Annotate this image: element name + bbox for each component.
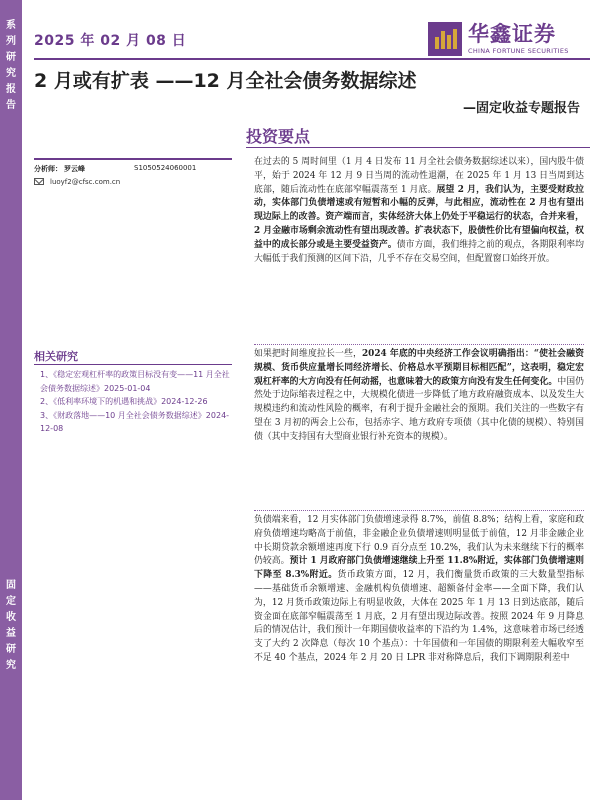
related-item[interactable]: 1、《稳定宏观杠杆率的政策目标没有变——11 月全社会债务数据综述》2025-01-04 — [40, 370, 230, 393]
related-divider — [34, 364, 232, 365]
analyst-cert-number: S1050524060001 — [134, 164, 197, 172]
report-date: 2025 年 02 月 08 日 — [34, 33, 187, 49]
related-item[interactable]: 3、《财政落地——10 月全社会债务数据综述》2024-12-08 — [40, 410, 230, 434]
paragraph-divider — [254, 510, 584, 511]
logo-mark-icon — [428, 22, 462, 56]
analyst-email[interactable]: luoyf2@cfsc.com.cn — [50, 178, 121, 186]
paragraph-2: 如果把时间维度拉长一些，2024 年底的中央经济工作会议明确指出：“使社会融资规模、货币供应量增长同经济增长、价格总水平预期目标相匹配”，这表明，稳定宏观杠杆率的大方向没有任何动摇，也意味着大的政策方向没有发生任何变化。中国仍然处于边际缩表过程之中，大规模化债进一步降低了地方政府融资成本、以及发生大规模违约和流动性风险的概率，有利于提升金融社会的预期。我们关注的一些数字有望在 3 月初的两会上公布，包括赤字、地方政府专项债（其中化债的规模）、特别国债（其中支持国有大型商业银行补充资本的规模）。 — [254, 349, 585, 442]
paragraph-3: 负债端来看，12 月实体部门负债增速录得 8.7%，前值 8.8%；结构上看，家庭和政府负债增速均略高于前值，非金融企业负债增速则明显低于前值，12 月非金融企业中长期贷款余额增速再度下行 0.9 百分点至 10.2%，我们认为未来继续下行的概率仍较高。预计 1 月政府部门负债增速继续上升至 11.8%附近，实体部门负债增速则下降至 8.3%附近。货币政策方面，12 月，我们衡量货币政策的三大数量型指标——基础货币余额增速、金融机构负债增速、超额备付金率——全面下降，我们认为，12 月货币政策边际上有明显收敛，大体在 2025 年 1 月 13 日到达底部，随后资金面在底部窄幅震荡至 1 月底，2 月有望出现边际改善。按照 2024 年 9 月降息后的情况估计，我们预计一年期国债收益率的下沿约为 1.4%，这意味着市场已经透支了大约 2 次降息（每次 10 个基点）：十年国债和一年国债的期限利差大幅收窄至不足 40 个基点，2024 年 2 月 20 日 LPR 非对称降息后，我们下调期限利差中 — [254, 515, 585, 663]
analyst-info — [34, 158, 232, 190]
section-divider — [246, 147, 590, 148]
section-heading: 投资要点 — [246, 127, 311, 146]
analyst-name: 罗云峰 — [64, 165, 85, 173]
side-label-top: 系 列 研 究 报 告 — [6, 20, 16, 111]
related-research-heading: 相关研究 — [34, 350, 78, 363]
report-subtitle: —固定收益专题报告 — [462, 101, 580, 116]
side-band — [0, 0, 22, 800]
logo-name-en: CHINA FORTUNE SECURITIES — [468, 47, 569, 55]
analyst-label: 分析师： — [34, 165, 62, 173]
related-item[interactable]: 2、《低利率环境下的机遇和挑战》2024-12-26 — [40, 397, 208, 407]
side-label-bottom: 固 定 收 益 研 究 — [6, 580, 16, 671]
report-title: 2 月或有扩表 ——12 月全社会债务数据综述 — [34, 70, 417, 92]
related-research-list — [40, 368, 230, 436]
header-divider — [34, 58, 590, 60]
paragraph-1: 在过去的 5 周时间里（1 月 4 日发布 11 月全社会债务数据综述以来），国内股牛债平，始于 2024 年 12 月 9 日当周的流动性退潮，在 2025 年 1 月 13 日当周到达底部，随后流动性在底部窄幅震荡至 1 月底。展望 2 月，我们认为，主要受财政拉动，实体部门负债增速或有短暂和小幅的反弹，与此相应，流动性在 2 月也有望出现边际上的改善。资产端而言，实体经济大体上仍处于平稳运行的状态，合并来看，2 月金融市场剩余流动性有望出现改善。扩表状态下，股债性价比有望偏向权益，权益中的成长部分或是主要受益资产。债市方面，我们维持之前的观点，各期限利率均大幅低于我们预测的区间下沿，几乎不存在交易空间，但配置窗口始终开放。 — [254, 157, 585, 264]
email-icon — [34, 178, 44, 185]
key-points-body — [254, 156, 585, 663]
company-logo — [428, 18, 593, 62]
paragraph-divider — [254, 344, 584, 345]
logo-name-cn: 华鑫证券 — [468, 22, 556, 46]
